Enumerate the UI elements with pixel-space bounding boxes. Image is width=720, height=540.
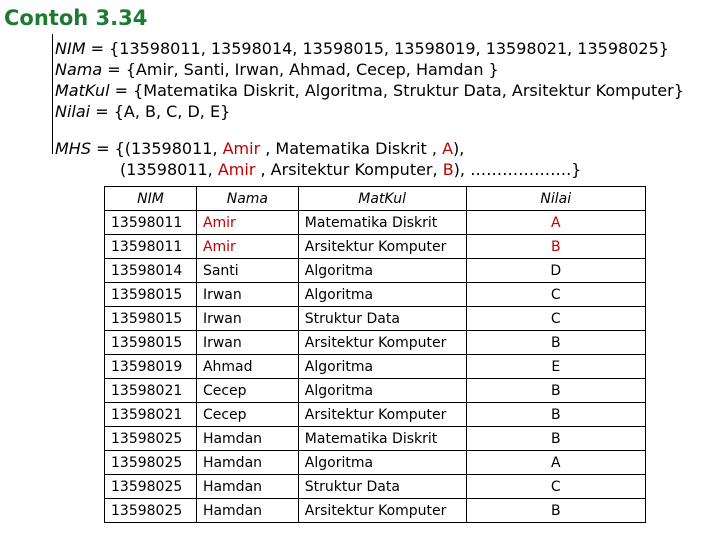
cell-nama: Hamdan bbox=[196, 451, 298, 475]
cell-nilai: C bbox=[466, 307, 646, 331]
cell-nilai: A bbox=[466, 451, 646, 475]
cell-matkul: Struktur Data bbox=[298, 307, 466, 331]
header-nama: Nama bbox=[196, 187, 298, 211]
cell-nama: Irwan bbox=[196, 307, 298, 331]
mhs-line2-open: (13598011, bbox=[120, 160, 218, 179]
table-row bbox=[105, 403, 646, 427]
nilai-eq: = bbox=[90, 102, 114, 121]
cell-nilai: B bbox=[466, 427, 646, 451]
nama-eq: = bbox=[102, 60, 126, 79]
cell-nim: 13598019 bbox=[105, 355, 197, 379]
nilai-value: {A, B, C, D, E} bbox=[113, 102, 231, 121]
table-row bbox=[105, 499, 646, 523]
cell-nilai: C bbox=[466, 475, 646, 499]
cell-nim: 13598025 bbox=[105, 451, 197, 475]
nim-label: NIM bbox=[55, 39, 86, 58]
cell-nim: 13598025 bbox=[105, 499, 197, 523]
nama-value: {Amir, Santi, Irwan, Ahmad, Cecep, Hamdan } bbox=[125, 60, 499, 79]
cell-nama: Amir bbox=[196, 235, 298, 259]
nama-set-line bbox=[55, 59, 499, 80]
cell-matkul: Algoritma bbox=[298, 259, 466, 283]
matkul-set-line bbox=[55, 80, 684, 101]
header-matkul: MatKul bbox=[298, 187, 466, 211]
cell-nim: 13598011 bbox=[105, 211, 197, 235]
header-nilai: Nilai bbox=[466, 187, 646, 211]
page-title: Contoh 3.34 bbox=[4, 6, 148, 30]
mhs-line2-mid: , Arsitektur Komputer, bbox=[255, 160, 443, 179]
cell-matkul: Matematika Diskrit bbox=[298, 427, 466, 451]
header-nim: NIM bbox=[105, 187, 197, 211]
table-body bbox=[105, 211, 646, 523]
cell-matkul: Struktur Data bbox=[298, 475, 466, 499]
cell-nim: 13598015 bbox=[105, 283, 197, 307]
nama-label: Nama bbox=[55, 60, 103, 79]
cell-nama: Hamdan bbox=[196, 427, 298, 451]
cell-nim: 13598021 bbox=[105, 379, 197, 403]
table-header-row bbox=[105, 187, 646, 211]
table-row bbox=[105, 307, 646, 331]
cell-nama: Ahmad bbox=[196, 355, 298, 379]
mhs-table bbox=[104, 186, 646, 523]
cell-nilai: B bbox=[466, 331, 646, 355]
nilai-set-line bbox=[55, 101, 230, 122]
table-row bbox=[105, 235, 646, 259]
cell-nim: 13598021 bbox=[105, 403, 197, 427]
table-row bbox=[105, 379, 646, 403]
cell-matkul: Algoritma bbox=[298, 283, 466, 307]
mhs-line2-grade: B bbox=[442, 160, 454, 179]
table-row bbox=[105, 283, 646, 307]
nim-eq: = bbox=[85, 39, 110, 58]
mhs-label: MHS bbox=[55, 139, 91, 158]
table-row bbox=[105, 427, 646, 451]
table-row bbox=[105, 211, 646, 235]
nilai-label: Nilai bbox=[55, 102, 91, 121]
cell-nim: 13598011 bbox=[105, 235, 197, 259]
mhs-line1-name: Amir bbox=[222, 139, 261, 158]
table-row bbox=[105, 331, 646, 355]
table-row bbox=[105, 259, 646, 283]
cell-matkul: Arsitektur Komputer bbox=[298, 235, 466, 259]
vertical-rule bbox=[52, 34, 53, 154]
cell-nilai: D bbox=[466, 259, 646, 283]
table-row bbox=[105, 355, 646, 379]
nim-value: {13598011, 13598014, 13598015, 13598019, 13598021, 13598025} bbox=[109, 39, 669, 58]
cell-nama: Cecep bbox=[196, 403, 298, 427]
cell-matkul: Algoritma bbox=[298, 355, 466, 379]
mhs-line1-open: = {(13598011, bbox=[91, 139, 223, 158]
mhs-line2-name: Amir bbox=[217, 160, 256, 179]
cell-nilai: E bbox=[466, 355, 646, 379]
cell-nilai: C bbox=[466, 283, 646, 307]
cell-matkul: Arsitektur Komputer bbox=[298, 403, 466, 427]
cell-nilai: B bbox=[466, 235, 646, 259]
cell-matkul: Matematika Diskrit bbox=[298, 211, 466, 235]
cell-nilai: B bbox=[466, 379, 646, 403]
mhs-line1-mid: , Matematika Diskrit , bbox=[260, 139, 443, 158]
mhs-line1-grade: A bbox=[442, 139, 454, 158]
cell-nilai: A bbox=[466, 211, 646, 235]
cell-nama: Amir bbox=[196, 211, 298, 235]
cell-nama: Cecep bbox=[196, 379, 298, 403]
cell-matkul: Arsitektur Komputer bbox=[298, 331, 466, 355]
mhs-line1-close: ), bbox=[453, 139, 465, 158]
mhs-line2-close: ), ……………….} bbox=[453, 160, 582, 179]
cell-nilai: B bbox=[466, 403, 646, 427]
cell-nama: Santi bbox=[196, 259, 298, 283]
cell-matkul: Algoritma bbox=[298, 379, 466, 403]
matkul-value: {Matematika Diskrit, Algoritma, Struktur Data, Arsitektur Komputer} bbox=[133, 81, 684, 100]
cell-nama: Hamdan bbox=[196, 499, 298, 523]
mhs-line-1 bbox=[55, 138, 464, 159]
cell-nim: 13598015 bbox=[105, 307, 197, 331]
cell-nim: 13598014 bbox=[105, 259, 197, 283]
matkul-label: MatKul bbox=[55, 81, 110, 100]
table-row bbox=[105, 475, 646, 499]
cell-nim: 13598025 bbox=[105, 475, 197, 499]
cell-matkul: Algoritma bbox=[298, 451, 466, 475]
cell-nama: Irwan bbox=[196, 331, 298, 355]
cell-nama: Irwan bbox=[196, 283, 298, 307]
cell-nim: 13598015 bbox=[105, 331, 197, 355]
cell-nim: 13598025 bbox=[105, 427, 197, 451]
nim-set-line bbox=[55, 38, 669, 59]
mhs-line-2 bbox=[120, 159, 581, 180]
cell-matkul: Arsitektur Komputer bbox=[298, 499, 466, 523]
cell-nama: Hamdan bbox=[196, 475, 298, 499]
cell-nilai: B bbox=[466, 499, 646, 523]
table-row bbox=[105, 451, 646, 475]
matkul-eq: = bbox=[109, 81, 134, 100]
